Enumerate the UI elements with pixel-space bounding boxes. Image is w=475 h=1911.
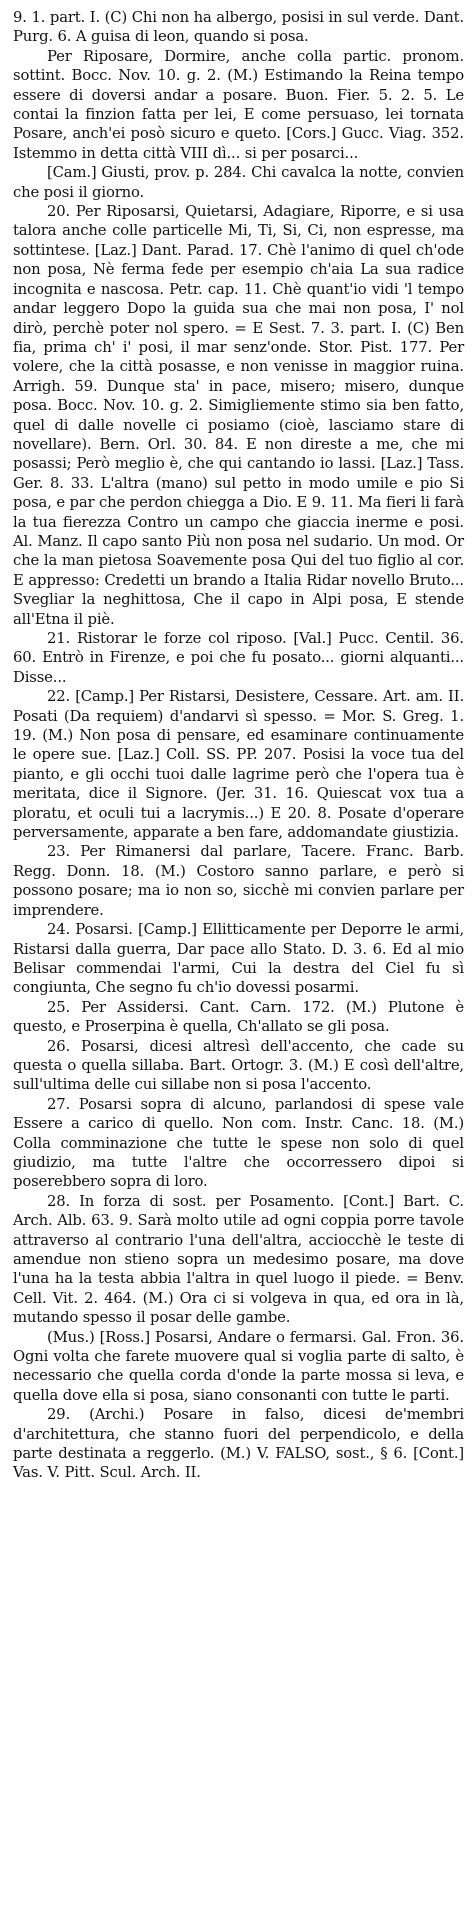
entry-paragraph: 22. [Camp.] Per Ristarsi, Desistere, Cessare. Art. am. II. Posati (Da requiem) d'andarvi sì spesso. = Mor. S. Greg. 1. 19. (M.) Non posa di pensare, ed esaminare continuamente le opere sue. [Laz.] Coll. SS. PP. 207. Posisi la voce tua del pianto, e gli occhi tuoi dalle lagrime però che l'opera tua è meritata, dice il Signore. (Jer. 31. 16. Quiescat vox tua a ploratu, et oculi tui a lacrymis...) E 20. 8. Posate d'operare perversamente, apparate a ben fare, addomandate giustizia. — [13, 688, 464, 842]
entry-paragraph: 24. Posarsi. [Camp.] Ellitticamente per Deporre le armi, Ristarsi dalla guerra, Dar pace allo Stato. D. 3. 6. Ed al mio Belisar commendai l'armi, Cui la destra del Ciel fu sì congiunta, Che segno fu ch'io dovessi posarmi. — [13, 921, 464, 997]
entry-paragraph: 25. Per Assidersi. Cant. Carn. 172. (M.) Plutone è questo, e Proserpina è quella, Ch'allato se gli posa. — [13, 998, 464, 1036]
entry-paragraph: 29. (Archi.) Posare in falso, dicesi de'membri d'architettura, che stanno fuori del perpendicolo, e della parte destinata a reggerlo. (M.) V. FALSO, sost., § 6. [Cont.] Vas. V. Pitt. Scul. Arch. II. — [13, 1406, 464, 1482]
entry-paragraph: 20. Per Riposarsi, Quietarsi, Adagiare, Riporre, e si usa talora anche colle particelle Mi, Ti, Si, Ci, non espresse, ma sottintese. [Laz.] Dant. Parad. 17. Chè l'animo di quel ch'ode non posa, Nè ferma fede per esempio ch'aia La sua radice incognita e nascosa. Petr. cap. 11. Chè quant'io vidi 'l tempo andar leggero Dopo la guida sua che mai non posa, I' nol dirò, perchè poter nol spero. = E Sest. 7. 3. part. I. (C) Ben fia, prima ch' i' posi, il mar senz'onde. Stor. Pist. 177. Per volere, che la città posasse, e non venisse in maggior ruina. Arrigh. 59. Dunque sta' in pace, misero; misero, dunque posa. Bocc. Nov. 10. g. 2. Simigliemente stimo sia ben fatto, quel di dalle novelle ci posiamo (cioè, lasciamo stare di novellare). Bern. Orl. 30. 84. E non direste a me, che mi posassi; Però meglio è, che qui cantando io lassi. [Laz.] Tass. Ger. 8. 33. L'altra (mano) sul petto in modo umile e pio Si posa, e par che perdon chiegga a Dio. E 9. 11. Ma fieri li farà la tua fierezza Contro un campo che giaccia inerme e posi. Al. Manz. Il capo santo Più non posa nel sudario. Un mod. Or che la man pietosa Soavemente posa Qui del tuo figlio al cor. E appresso: Credetti un brando a Italia Ridar novello Bruto... Svegliar la neghittosa, Che il capo in Alpi posa, E stende all'Etna il piè. — [13, 203, 464, 628]
entry-paragraph: 27. Posarsi sopra di alcuno, parlandosi di spese vale Essere a carico di quello. Non com. Instr. Canc. 18. (M.) Colla comminazione che tutte le spese non solo di quel giudizio, ma tutte l'altre che occorressero dipoi si poserebbero sopra di loro. — [13, 1095, 464, 1191]
entry-paragraph: Per Riposare, Dormire, anche colla partic. pronom. sottint. Bocc. Nov. 10. g. 2. (M.) Estimando la Reina tempo essere di doversi andar a posare. Buon. Fier. 5. 2. 5. Le contai la finzion fatta per lei, E come persuaso, lei tornata Posare, anch'ei posò sicuro e queto. [Cors.] Gucc. Viag. 352. Istemmo in detta città VIII dì... si per posarci... — [13, 47, 464, 162]
entry-paragraph: 9. 1. part. I. (C) Chi non ha albergo, posisi in sul verde. Dant. Purg. 6. A guisa di leon, quando si posa. — [13, 9, 464, 46]
entry-paragraph: 28. In forza di sost. per Posamento. [Cont.] Bart. C. Arch. Alb. 63. 9. Sarà molto utile ad ogni coppia porre tavole attraverso al contrario l'una dell'altra, acciocchè le teste di amendue non stieno sopra un medesimo posare, ma dove l'una ha la testa abbia l'altra in quel luogo il piede. = Benv. Cell. Vit. 2. 464. (M.) Ora ci si volgeva in qua, ed ora in là, mutando spesso il posar delle gambe. — [13, 1192, 464, 1327]
entry-paragraph: [Cam.] Giusti, prov. p. 284. Chi cavalca la notte, convien che posi il giorno. — [13, 164, 464, 201]
entry-paragraph: 21. Ristorar le forze col riposo. [Val.] Pucc. Centil. 36. 60. Entrò in Firenze, e poi che fu posato... giorni alquanti... Disse... — [13, 630, 464, 686]
entry-paragraph: 26. Posarsi, dicesi altresì dell'accento, che cade su questa o quella sillaba. Bart. Ortogr. 3. (M.) E così dell'altre, sull'ultima delle cui sillabe non si posa l'accento. — [13, 1037, 464, 1094]
entry-paragraph: 23. Per Rimanersi dal parlare, Tacere. Franc. Barb. Regg. Donn. 18. (M.) Costoro sanno parlare, e però si possono posare; ma io non so, sicchè mi convien parlare per imprendere. — [13, 843, 464, 919]
entry-paragraph: (Mus.) [Ross.] Posarsi, Andare o fermarsi. Gal. Fron. 36. Ogni volta che farete muovere qual si voglia parte di salto, è necessario che quella corda d'onde la parte mossa si leva, e quella dove ella si posa, siano consonanti con tutte le parti. — [13, 1328, 464, 1404]
